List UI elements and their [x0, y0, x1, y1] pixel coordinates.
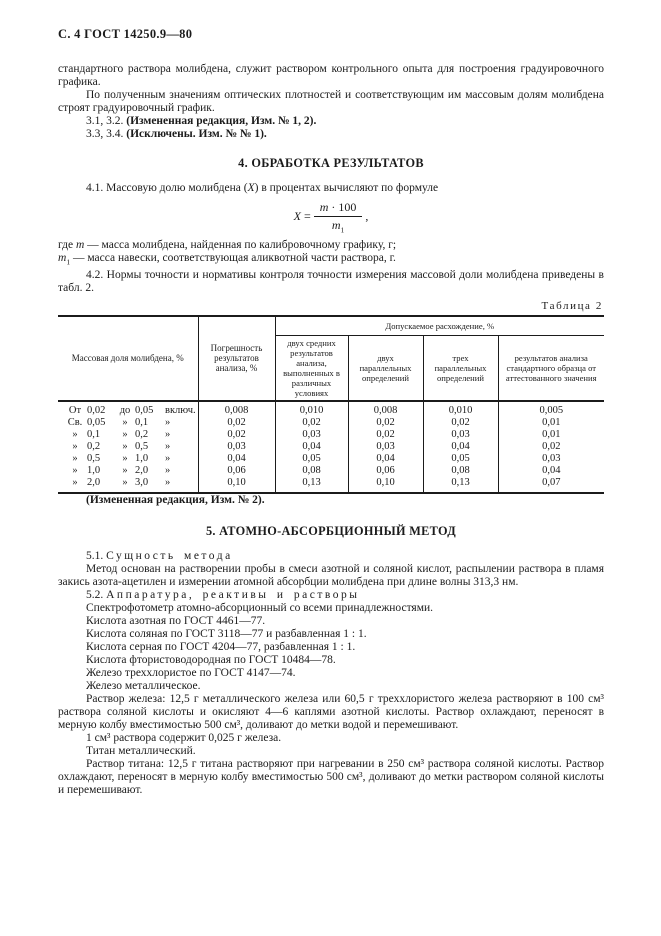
table-row [58, 453, 604, 465]
clause-5-1-heading [58, 550, 604, 563]
value-cell: 0,02 [198, 417, 275, 429]
value-cell: 0,005 [498, 401, 604, 417]
range-cell: » 0,1 » 0,2 » [58, 429, 198, 441]
header-mass-fraction: Массовая доля молибдена, % [58, 316, 198, 401]
table-label: Таблица 2 [541, 299, 603, 312]
table-row [58, 417, 604, 429]
value-cell: 0,13 [275, 477, 348, 493]
value-cell: 0,03 [275, 429, 348, 441]
subheader-two-parallel: двух параллельных определений [348, 335, 423, 401]
value-cell: 0,010 [275, 401, 348, 417]
header-allowed-discrepancy: Допускаемое расхождение, % [275, 316, 604, 336]
clause-4-1-text: 4.1. Массовую долю молибдена ( [86, 182, 248, 194]
table-row [58, 401, 604, 417]
fraction [314, 200, 363, 234]
reagent-line: Раствор железа: 12,5 г металлического железа или 60,5 г треххлористого железа растворяют в 100 см³ раствора соляной кислоты и окисляют 4—6 каплями азотной кислоты. Раствор охлаждают, переносят в мерную колбу вместимостью 500 см³, доливают до метки водой и перемешивают. [58, 692, 604, 731]
clause-number: 5.1. [86, 549, 104, 562]
amendment-note-2 [58, 128, 604, 141]
paragraph-optical-density: По полученным значениям оптических плотностей и соответствующим им массовым долям молибдена строят градуировочный график. [58, 89, 604, 114]
where-variable-subscript: 1 [66, 257, 71, 267]
clause-5-2-heading [58, 589, 604, 602]
clause-5-1-body: Метод основан на растворении пробы в смеси азотной и соляной кислот, распылении раствора в пламя закись азота-ацетилен и измерении атомной абсорбции молибдена при длине волны 313,3 нм. [58, 562, 604, 588]
where-variable-m1: m [58, 252, 67, 265]
table-row [58, 477, 604, 493]
value-cell: 0,03 [542, 452, 561, 464]
amendment-text: (Измененная редакция, Изм. № 2). [86, 493, 265, 506]
section-5-title: 5. АТОМНО-АБСОРБЦИОННЫЙ МЕТОД [205, 523, 457, 538]
value-cell: 0,08 [275, 465, 348, 477]
page-header: С. 4 ГОСТ 14250.9—80 [58, 27, 193, 41]
value-cell: 0,06 [198, 465, 275, 477]
value-cell: 0,10 [198, 477, 275, 493]
formula-lhs: X [293, 208, 301, 223]
denominator-subscript: 1 [340, 225, 345, 235]
table-body [58, 401, 604, 493]
value-cell: 0,04 [198, 453, 275, 465]
post-table-amendment [58, 494, 604, 507]
formula-comma: , [365, 208, 369, 223]
value-cell: 0,05 [275, 453, 348, 465]
value-cell: 0,04 [275, 441, 348, 453]
value-cell: 0,02 [423, 417, 498, 429]
reagent-line: Кислота серная по ГОСТ 4204—77, разбавленная 1 : 1. [86, 640, 356, 653]
range-cell: Св. 0,05 » 0,1 » [58, 417, 198, 429]
numerator-constant: · 100 [331, 200, 357, 214]
value-cell: 0,07 [542, 476, 561, 488]
value-cell: 0,02 [542, 440, 561, 452]
where-text: — масса навески, соответствующая аликвотной части раствора, г. [70, 252, 396, 265]
fraction-denominator [314, 217, 363, 234]
where-clause-2 [58, 252, 604, 268]
value-cell: 0,06 [348, 465, 423, 477]
header-analysis-error: Погрешность результатов анализа, % [198, 316, 275, 401]
value-cell: 0,04 [348, 453, 423, 465]
table-2-accuracy-norms [58, 315, 604, 494]
clause-4-2: 4.2. Нормы точности и нормативы контроля точности измерения массовой доли молибдена приведены в табл. 2. [58, 268, 604, 294]
where-clause-1 [58, 239, 604, 252]
amendment-text: (Измененная редакция, Изм. № 1, 2). [126, 115, 317, 127]
value-cell: 0,008 [348, 401, 423, 417]
value-cell: 0,13 [423, 477, 498, 493]
equals-sign: = [303, 208, 311, 223]
subheader-three-parallel: трех параллельных определений [423, 335, 498, 401]
value-cell: 0,03 [348, 441, 423, 453]
reagent-line: Кислота соляная по ГОСТ 3118—77 и разбавленная 1 : 1. [86, 627, 367, 640]
value-cell: 0,01 [542, 416, 561, 428]
reagent-line: Кислота фтористоводородная по ГОСТ 10484—78. [86, 653, 336, 666]
value-cell: 0,02 [348, 417, 423, 429]
range-cell: От 0,02 до 0,05 включ. [58, 401, 198, 417]
amendment-text: (Исключены. Изм. № № 1). [126, 128, 267, 140]
value-cell: 0,01 [542, 428, 561, 440]
subheader-two-mean-results: двух средних результатов анализа, выполненных в различных условиях [275, 335, 348, 401]
value-cell: 0,05 [423, 453, 498, 465]
where-text: — масса молибдена, найденная по калибровочному графику, г; [84, 239, 397, 252]
range-cell: » 0,5 » 1,0 » [58, 453, 198, 465]
value-cell: 0,010 [423, 401, 498, 417]
value-cell: 0,04 [423, 441, 498, 453]
amendment-clause-numbers: 3.1, 3.2. [86, 115, 127, 127]
fraction-numerator [314, 200, 363, 217]
value-cell: 0,10 [348, 477, 423, 493]
table-header [58, 316, 604, 401]
reagent-line: Железо металлическое. [86, 679, 201, 692]
paragraph-continuation: стандартного раствора молибдена, служит раствором контрольного опыта для построения градуировочного графика. [58, 63, 604, 88]
table-row [58, 465, 604, 477]
clause-4-1-text-tail: ) в процентах вычисляют по формуле [254, 182, 439, 194]
amendment-note-1 [58, 115, 604, 128]
table-row [58, 441, 604, 453]
reagent-line: Титан металлический. [86, 744, 196, 757]
range-cell: » 2,0 » 3,0 » [58, 477, 198, 493]
value-cell: 0,03 [423, 429, 498, 441]
value-cell: 0,03 [198, 441, 275, 453]
clause-title-spaced: Сущность метода [106, 549, 233, 562]
value-cell: 0,008 [198, 401, 275, 417]
subheader-standard-sample: результатов анализа стандартного образца от аттестованного значения [505, 352, 597, 383]
value-cell: 0,02 [275, 417, 348, 429]
range-cell: » 0,2 » 0,5 » [58, 441, 198, 453]
value-cell: 0,08 [423, 465, 498, 477]
where-variable-m: m [75, 239, 85, 252]
amendment-clause-numbers: 3.3, 3.4. [86, 128, 127, 140]
reagent-line: Железо треххлористое по ГОСТ 4147—74. [86, 666, 296, 679]
formula-mass-fraction [58, 200, 604, 234]
clause-4-1 [58, 182, 604, 195]
reagent-line: 1 см³ раствора содержит 0,025 г железа. [86, 731, 282, 744]
range-cell: » 1,0 » 2,0 » [58, 465, 198, 477]
numerator-variable: m [319, 200, 329, 214]
denominator-variable: m [331, 218, 341, 232]
value-cell: 0,02 [348, 429, 423, 441]
where-lead: где [58, 239, 76, 252]
clause-title-spaced: Аппаратура, реактивы и растворы [106, 588, 360, 601]
variable-x: X [247, 182, 255, 194]
reagents-list [58, 602, 604, 797]
reagent-line: Раствор титана: 12,5 г титана растворяют при нагревании в 250 см³ раствора соляной кислоты. Раствор охлаждают, переносят в мерную колбу вместимостью 500 см³, доливают до метки раствором соляной кислоты и перемешивают. [58, 757, 604, 796]
table-row [58, 429, 604, 441]
value-cell: 0,02 [198, 429, 275, 441]
reagent-line: Кислота азотная по ГОСТ 4461—77. [86, 614, 266, 627]
reagent-line: Спектрофотометр атомно-абсорционный со всеми принадлежностями. [86, 601, 434, 614]
clause-number: 5.2. [86, 588, 104, 601]
section-4-title: 4. ОБРАБОТКА РЕЗУЛЬТАТОВ [238, 156, 424, 170]
value-cell: 0,04 [542, 464, 561, 476]
